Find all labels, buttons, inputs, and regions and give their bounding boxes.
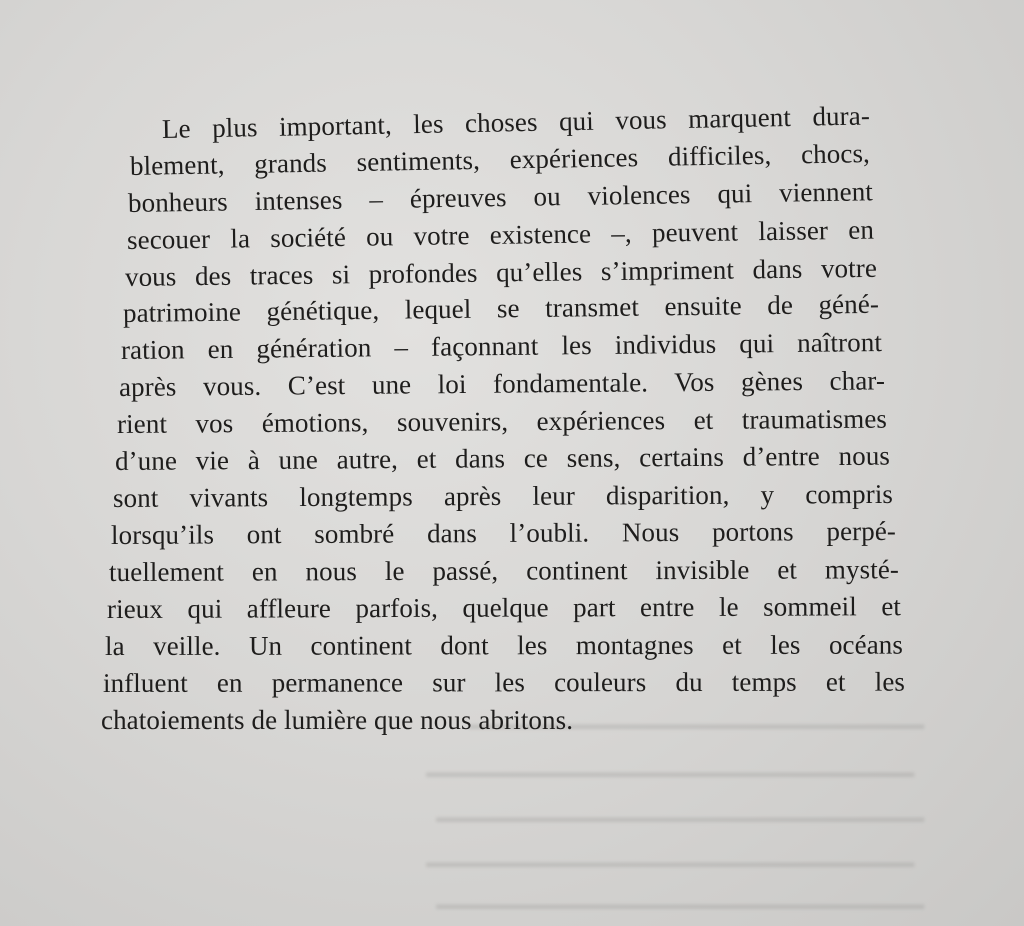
text-line: après vous. C’est une loi fondamentale. Vos gènes char-	[118, 365, 886, 402]
text-line: secouer la société ou votre existence –, peuvent laisser en	[126, 214, 875, 255]
text-line: ration en génération – façonnant les individus qui naîtront	[120, 327, 883, 365]
text-line: patrimoine génétique, lequel se transmet ensuite de géné-	[122, 288, 880, 328]
text-line: Le plus important, les choses qui vous marquent dura-	[161, 100, 871, 144]
text-line-last: chatoiements de lumière que nous abritons.	[101, 705, 574, 735]
text-line: la veille. Un continent dont les montagnes et les océans	[104, 629, 904, 661]
text-line: rient vos émotions, souvenirs, expériences et traumatismes	[116, 403, 888, 439]
text-line: vous des traces si profondes qu’elles s’impriment dans votre	[124, 252, 878, 292]
text-line: sont vivants longtemps après leur disparition, y compris	[112, 478, 894, 513]
text-line: bonheurs intenses – épreuves ou violences qui viennent	[127, 176, 874, 218]
text-line: rieux qui affleure parfois, quelque part entre le sommeil et	[106, 591, 902, 624]
text-line: d’une vie à une autre, et dans ce sens, certains d’entre nous	[114, 440, 891, 476]
text-line: blement, grands sentiments, expériences difficiles, chocs,	[129, 138, 871, 181]
book-page: ━━━━━━━━━━━━━━━━━━━━━━━━━━━━ ━━━━━━━━━━━━━━━━━━━━━━━━━━━━━━ ━━━━━━━━━━━━━━━━━━━━━━━━━━━━━━ ━━━━━━━━━━━━━━━━━━━━━━━━━━━━━━ ━━━━━━━━━━━━━━━━━━━━━━━━━━━━━━ Le plus important, les choses qui vous marquent dura- blement, grands sentiments, expériences difficiles, chocs, bonheurs intenses – épreuves ou violences qui viennent secouer la société ou votre existence –, peuvent laisser en vous des traces si profondes qu’elles s’impriment dans votre patrimoine génétique, lequel se transmet ensuite de géné- ration en génération – façonnant les individus qui naîtront après vous. C’est une loi fondamentale. Vos gènes char- rient vos émotions, souvenirs, expériences et traumatismes d’une vie à une autre, et dans ce sens, certains d’entre nous sont vivants longtemps après leur disparition, y compris lorsqu’ils ont sombré dans l’oubli. Nous portons perpé- tuellement en nous le passé, continent invisible et mysté- rieux qui affleure parfois, quelque part entre le sommeil et la veille. Un continent dont les montagnes et les océans influent en permanence sur les couleurs du temps et les chatoiements de lumière que nous abritons.	[101, 100, 924, 922]
text-line: lorsqu’ils ont sombré dans l’oubli. Nous portons perpé-	[110, 515, 897, 550]
text-line: tuellement en nous le passé, continent invisible et mysté-	[108, 554, 900, 587]
text-line: influent en permanence sur les couleurs du temps et les	[102, 666, 906, 698]
